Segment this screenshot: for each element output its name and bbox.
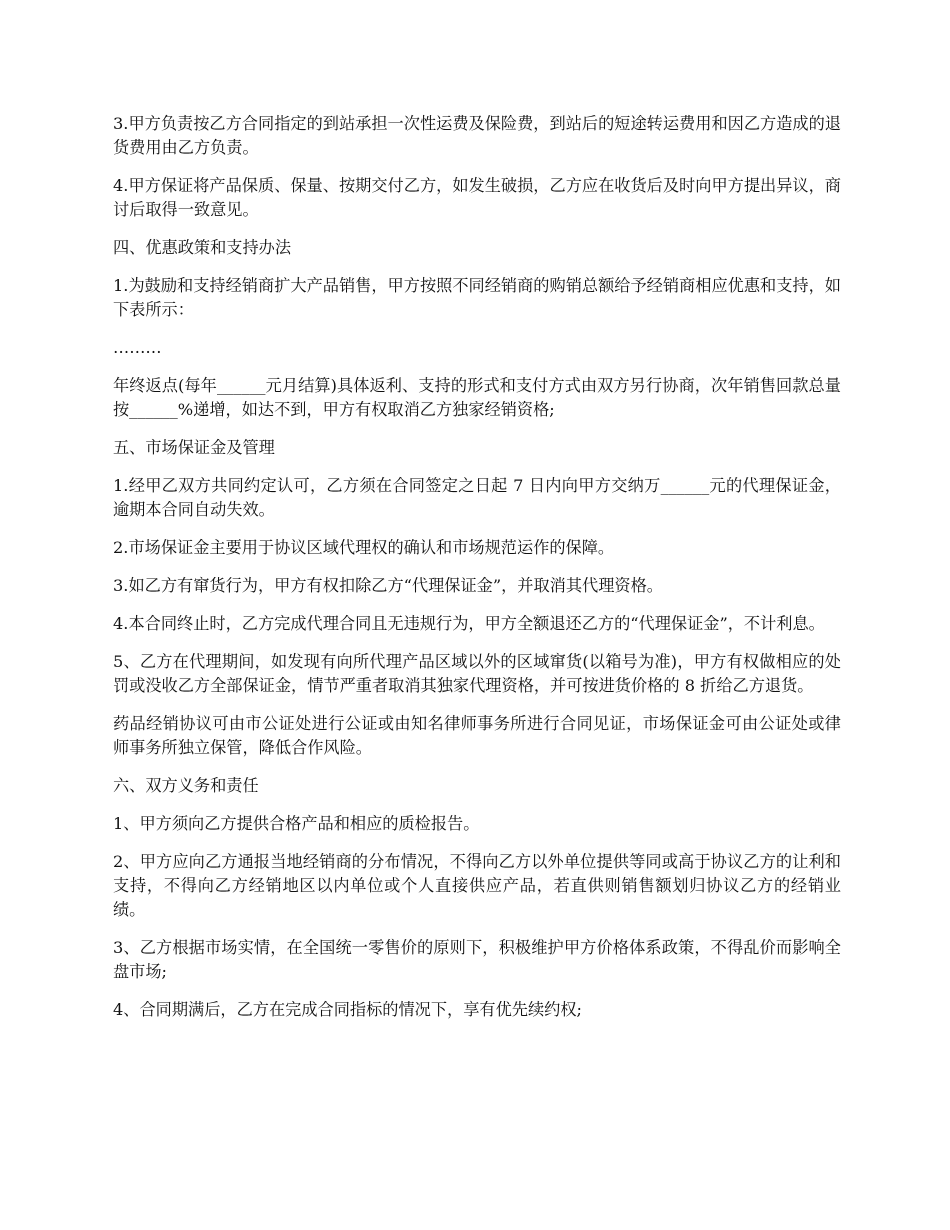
clause-5-2-deposit-purpose: 2.市场保证金主要用于协议区域代理权的确认和市场规范运作的保障。 xyxy=(113,538,615,557)
clause-6-3-pricing: 3、乙方根据市场实情，在全国统一零售价的原则下，积极维护甲方价格体系政策，不得乱价而影响全盘市场; xyxy=(113,938,841,981)
clause-6-1-products: 1、甲方须向乙方提供合格产品和相应的质检报告。 xyxy=(113,814,480,833)
clause-6-4-renewal: 4、合同期满后，乙方在完成合同指标的情况下，享有优先续约权; xyxy=(113,1000,583,1019)
year-end-rebate-paragraph: 年终返点(每年______元月结算)具体返利、支持的形式和支付方式由双方另行协商，次年销售回款总量按______%递增，如达不到，甲方有权取消乙方独家经销资格; xyxy=(113,376,841,419)
clause-5-4-refund: 4.本合同终止时，乙方完成代理合同且无违规行为，甲方全额退还乙方的“代理保证金”，不计利息。 xyxy=(113,614,825,633)
ellipsis-line: ……… xyxy=(113,338,162,357)
clause-4-quality-guarantee: 4.甲方保证将产品保质、保量、按期交付乙方，如发生破损，乙方应在收货后及时向甲方提出异议，商讨后取得一致意见。 xyxy=(113,176,841,219)
section-heading-6: 六、双方义务和责任 xyxy=(113,776,259,795)
clause-5-1-deposit: 1.经甲乙双方共同约定认可，乙方须在合同签定之日起 7 日内向甲方交纳万______元的代理保证金，逾期本合同自动失效。 xyxy=(113,476,841,519)
clause-4-1-incentives: 1.为鼓励和支持经销商扩大产品销售，甲方按照不同经销商的购销总额给予经销商相应优惠和支持，如下表所示： xyxy=(113,276,841,319)
clause-5-3-cross-selling: 3.如乙方有窜货行为，甲方有权扣除乙方“代理保证金”，并取消其代理资格。 xyxy=(113,576,663,595)
clause-5-5-penalty: 5、乙方在代理期间，如发现有向所代理产品区域以外的区域窜货(以箱号为准)，甲方有权做相应的处罚或没收乙方全部保证金，情节严重者取消其独家代理资格，并可按进货价格的 8 折给乙方退货。 xyxy=(113,652,841,695)
section-heading-4: 四、优惠政策和支持办法 xyxy=(113,238,292,257)
clause-6-2-distribution: 2、甲方应向乙方通报当地经销商的分布情况，不得向乙方以外单位提供等同或高于协议乙方的让利和支持，不得向乙方经销地区以内单位或个人直接供应产品，若直供则销售额划归协议乙方的经销业绩。 xyxy=(113,852,841,919)
clause-3-shipping-costs: 3.甲方负责按乙方合同指定的到站承担一次性运费及保险费，到站后的短途转运费用和因乙方造成的退货费用由乙方负责。 xyxy=(113,114,841,157)
document-body xyxy=(113,112,841,1036)
notary-paragraph: 药品经销协议可由市公证处进行公证或由知名律师事务所进行合同见证，市场保证金可由公证处或律师事务所独立保管，降低合作风险。 xyxy=(113,714,841,757)
section-heading-5: 五、市场保证金及管理 xyxy=(113,438,275,457)
